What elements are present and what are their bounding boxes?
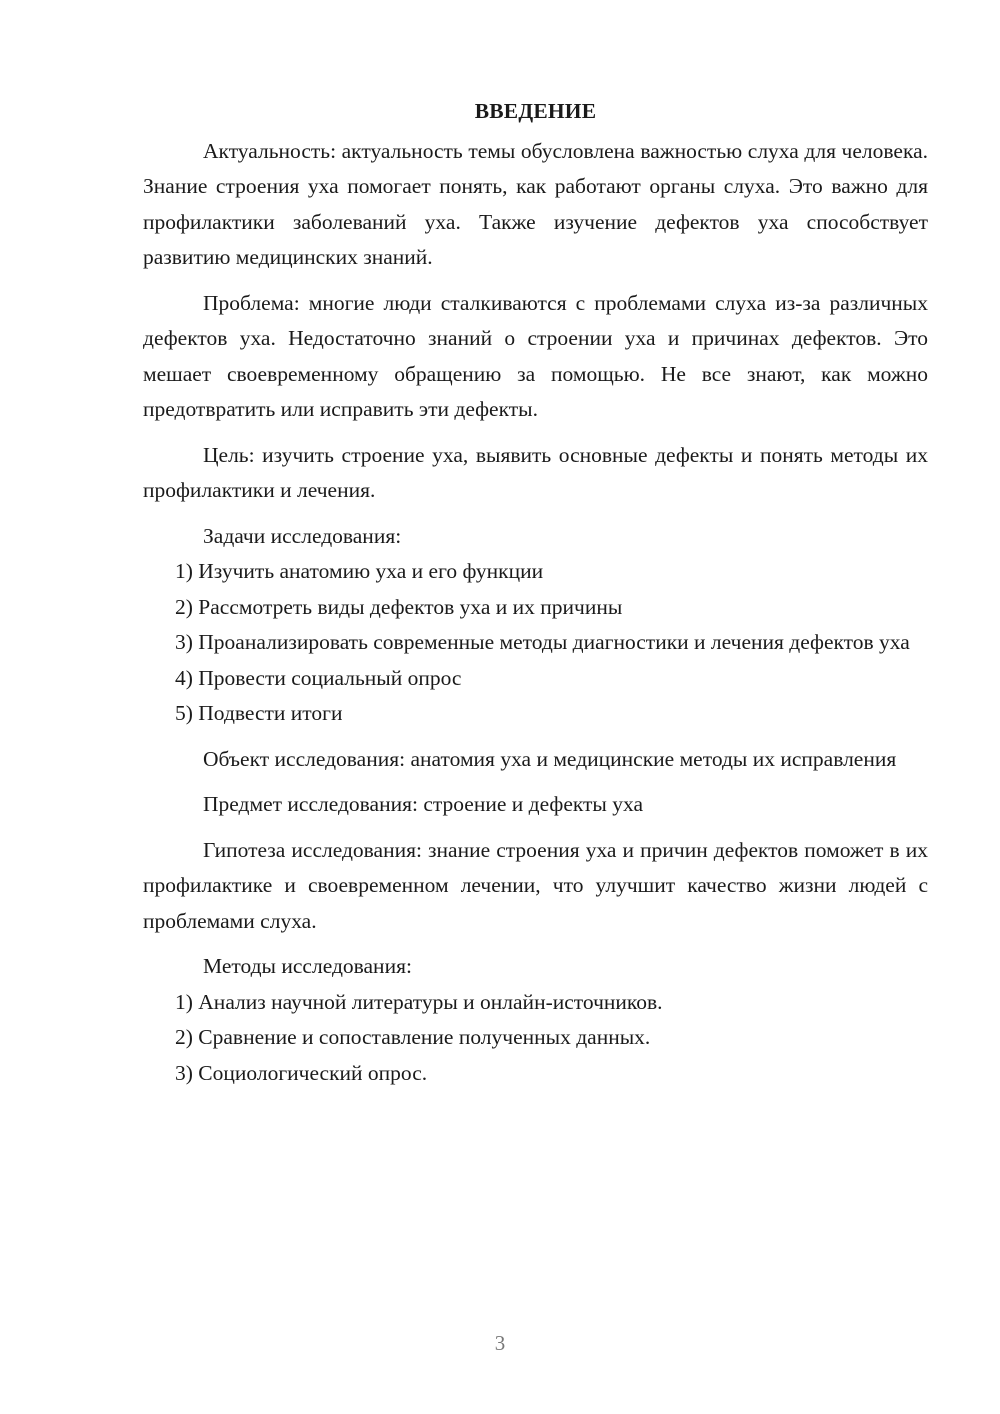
relevance-paragraph: Актуальность: актуальность темы обусловлена важностью слуха для человека. Знание строения уха помогает понять, как работают органы слуха. Это важно для профилактики заболеваний уха. Также изучение дефектов уха способствует развитию медицинских знаний. (143, 138, 928, 269)
task-item: 3) Проанализировать современные методы диагностики и лечения дефектов уха (175, 630, 910, 654)
page-number: 3 (494, 1331, 506, 1355)
methods-heading: Методы исследования: (203, 954, 412, 978)
task-item: 5) Подвести итоги (175, 701, 343, 725)
method-item: 2) Сравнение и сопоставление полученных данных. (175, 1025, 651, 1049)
page-content (143, 94, 928, 1091)
hypothesis-paragraph: Гипотеза исследования: знание строения уха и причин дефектов поможет в их профилактике и своевременном лечении, что улучшит качество жизни людей с проблемами слуха. (143, 837, 928, 933)
task-item: 2) Рассмотреть виды дефектов уха и их причины (175, 594, 623, 619)
task-item: 1) Изучить анатомию уха и его функции (175, 559, 544, 583)
tasks-heading: Задачи исследования: (203, 523, 402, 548)
method-item: 3) Социологический опрос. (175, 1060, 428, 1085)
problem-paragraph: Проблема: многие люди сталкиваются с проблемами слуха из-за различных дефектов уха. Недостаточно знаний о строении уха и причинах дефектов. Это мешает своевременному обращению за помощью. Не все знают, как можно предотвратить или исправить эти дефекты. (143, 290, 928, 421)
goal-paragraph: Цель: изучить строение уха, выявить основные дефекты и понять методы их профилактики и лечения. (143, 442, 928, 502)
task-item: 4) Провести социальный опрос (175, 665, 462, 690)
method-item: 1) Анализ научной литературы и онлайн-источников. (175, 989, 663, 1014)
section-title: ВВЕДЕНИЕ (474, 99, 597, 123)
object-paragraph: Объект исследования: анатомия уха и медицинские методы их исправления (203, 746, 897, 771)
subject-paragraph: Предмет исследования: строение и дефекты уха (203, 792, 643, 816)
